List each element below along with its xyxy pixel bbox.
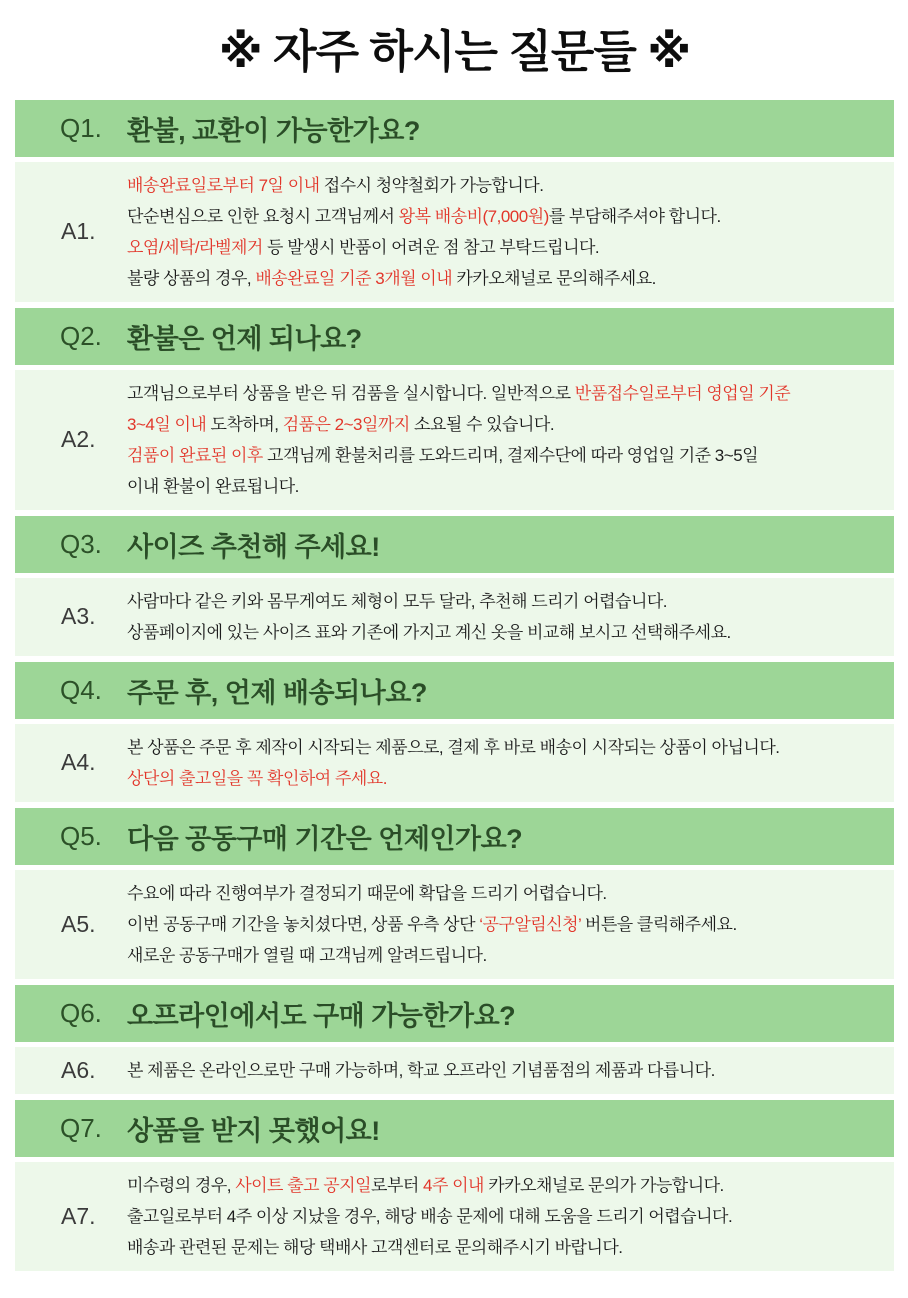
answer-line [127,732,886,763]
answer-block [15,724,894,802]
answer-block [15,370,894,510]
page-title: ※ 자주 하시는 질문들 ※ [218,26,691,77]
answer-text: 출고일로부터 4주 이상 지났을 경우, 해당 배송 문제에 대해 도움을 드리기 어렵습니다. [127,1206,733,1226]
answer-text: 본 제품은 온라인으로만 구매 가능하며, 학교 오프라인 기념품점의 제품과 다릅니다. [127,1060,715,1080]
question-title: 상품을 받지 못했어요! [127,1115,380,1146]
answer-text: 상품페이지에 있는 사이즈 표와 기존에 가지고 계신 옷을 비교해 보시고 선택해주세요. [127,622,731,642]
question-title: 환불, 교환이 가능한가요? [127,115,420,146]
answer-number: A5. [61,910,96,937]
answer-line [127,1055,886,1086]
faq-section-5 [15,808,894,979]
answer-lines [127,378,886,502]
question-bar [15,100,894,157]
question-number: Q3. [60,528,102,559]
question-number: Q4. [60,674,102,705]
faq-section-6 [15,985,894,1094]
answer-text-highlight: 반품접수일로부터 영업일 기준 [574,383,791,403]
answer-text-highlight: 검품은 2~3일까지 [282,414,410,434]
answer-text: 등 발생시 반품이 어려운 점 참고 부탁드립니다. [262,237,600,257]
question-title: 주문 후, 언제 배송되나요? [127,677,427,708]
question-number: Q5. [60,820,102,851]
answer-number: A1. [61,218,96,245]
answer-number: A6. [61,1056,96,1083]
answer-line [127,617,886,648]
question-bar [15,1100,894,1157]
answer-line [127,1232,886,1263]
question-bar [15,985,894,1042]
answer-line [127,409,886,440]
answer-text-highlight: 배송완료일 기준 3개월 이내 [255,268,453,288]
answer-text: 소요될 수 있습니다. [409,414,555,434]
answer-text: 접수시 청약철회가 가능합니다. [319,175,544,195]
answer-block [15,1162,894,1271]
faq-section-1 [15,100,894,302]
question-title: 사이즈 추천해 주세요! [127,531,380,562]
question-bar [15,516,894,573]
answer-text: 단순변심으로 인한 요청시 고객님께서 [127,206,399,226]
answer-line [127,878,886,909]
faq-section-7 [15,1100,894,1271]
answer-number: A2. [61,426,96,453]
answer-line [127,940,886,971]
answer-text-highlight: 사이트 출고 공지일 [235,1175,372,1195]
answer-text: 버튼을 클릭해주세요. [581,914,737,934]
answer-text: 이내 환불이 완료됩니다. [127,476,299,496]
answer-text: 본 상품은 주문 후 제작이 시작되는 제품으로, 결제 후 바로 배송이 시작되는 상품이 아닙니다. [127,737,780,757]
answer-line [127,1170,886,1201]
answer-text: 카카오채널로 문의해주세요. [452,268,656,288]
answer-line [127,378,886,409]
answer-text: 불량 상품의 경우, [127,268,256,288]
answer-text: 이번 공동구매 기간을 놓치셨다면, 상품 우측 상단 [127,914,480,934]
question-number: Q1. [60,112,102,143]
question-title: 다음 공동구매 기간은 언제인가요? [127,823,523,854]
answer-line [127,471,886,502]
answer-line [127,763,886,794]
answer-text-highlight: 4주 이내 [423,1175,484,1195]
answer-line [127,586,886,617]
answer-lines [127,586,886,648]
answer-text: 고객님께 환불처리를 도와드리며, 결제수단에 따라 영업일 기준 3~5일 [262,445,759,465]
answer-line [127,170,886,201]
answer-line [127,909,886,940]
answer-line [127,440,886,471]
answer-text: 수요에 따라 진행여부가 결정되기 때문에 확답을 드리기 어렵습니다. [127,883,607,903]
answer-number: A7. [61,1202,96,1229]
answer-lines [127,878,886,971]
answer-text: 카카오채널로 문의가 가능합니다. [483,1175,724,1195]
answer-text: 미수령의 경우, [127,1175,236,1195]
question-number: Q7. [60,1112,102,1143]
answer-lines [127,1170,886,1263]
faq-section-2 [15,308,894,510]
answer-text-highlight: 검품이 완료된 이후 [127,445,263,465]
answer-line [127,201,886,232]
question-title: 오프라인에서도 구매 가능한가요? [127,1000,516,1031]
answer-line [127,263,886,294]
answer-block [15,162,894,302]
answer-lines [127,170,886,294]
answer-text-highlight: 왕복 배송비(7,000원) [398,206,549,226]
answer-text: 고객님으로부터 상품을 받은 뒤 검품을 실시합니다. 일반적으로 [127,383,575,403]
answer-text-highlight: 3~4일 이내 [127,414,207,434]
answer-text: 도착하며, [206,414,283,434]
question-bar [15,308,894,365]
answer-text: 새로운 공동구매가 열릴 때 고객님께 알려드립니다. [127,945,487,965]
question-bar [15,662,894,719]
answer-text: 로부터 [371,1175,424,1195]
answer-text-highlight: 오염/세탁/라벨제거 [127,237,263,257]
answer-number: A4. [61,749,96,776]
question-title: 환불은 언제 되나요? [127,323,362,354]
answer-line [127,1201,886,1232]
answer-number: A3. [61,603,96,630]
faq-section-3 [15,516,894,656]
answer-lines [127,732,886,794]
answer-block [15,1047,894,1094]
answer-line [127,232,886,263]
answer-text-highlight: 배송완료일로부터 7일 이내 [127,175,320,195]
answer-text: 사람마다 같은 키와 몸무게여도 체형이 모두 달라, 추천해 드리기 어렵습니다. [127,591,668,611]
question-number: Q6. [60,997,102,1028]
answer-text: 배송과 관련된 문제는 해당 택배사 고객센터로 문의해주시기 바랍니다. [127,1237,623,1257]
question-number: Q2. [60,320,102,351]
faq-section-4 [15,662,894,802]
answer-block [15,578,894,656]
question-bar [15,808,894,865]
answer-text-highlight: 상단의 출고일을 꼭 확인하여 주세요. [127,768,387,788]
answer-text: 를 부담해주셔야 합니다. [548,206,721,226]
answer-text-highlight: ‘공구알림신청’ [479,914,582,934]
answer-block [15,870,894,979]
answer-lines [127,1055,886,1086]
